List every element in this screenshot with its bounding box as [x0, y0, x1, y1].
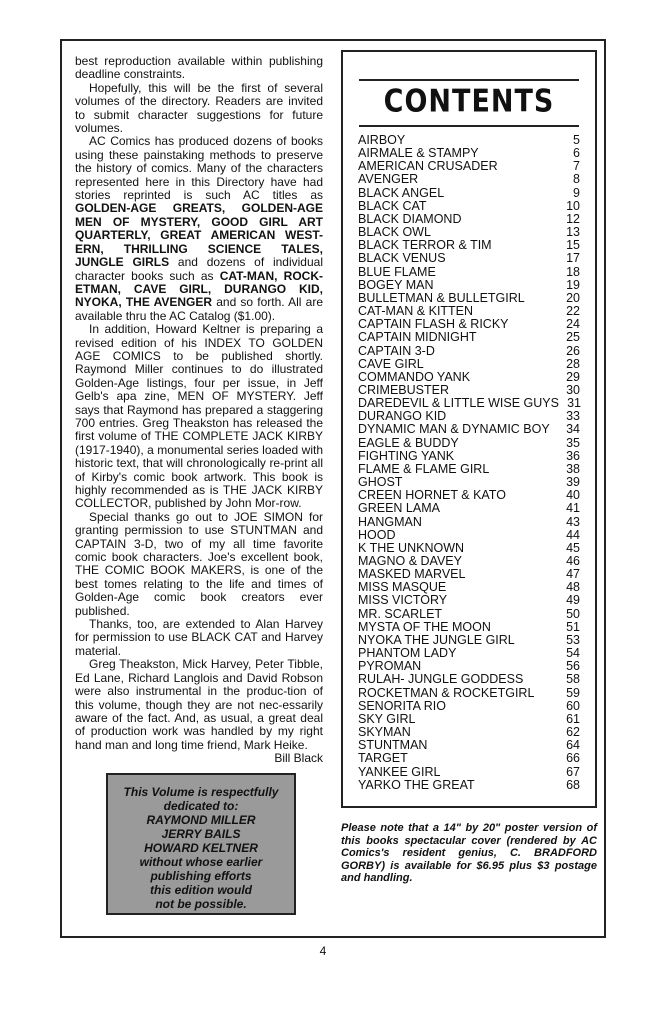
contents-entry-name: MISS VICTORY [358, 593, 448, 608]
contents-entry-page: 60 [566, 698, 580, 713]
contents-entry-page: 62 [566, 725, 580, 740]
contents-entry-name: BLACK CAT [358, 198, 427, 213]
contents-entry-page: 19 [566, 277, 580, 292]
contents-entry-page: 28 [566, 356, 580, 371]
contents-entry-name: FIGHTING YANK [358, 448, 455, 463]
contents-entry-name: ROCKETMAN & ROCKETGIRL [358, 685, 535, 700]
contents-entry-page: 6 [573, 146, 580, 161]
contents-entry-name: AIRBOY [358, 133, 406, 147]
contents-entry-name: CAPTAIN 3-D [358, 343, 435, 358]
contents-entry-page: 35 [566, 435, 580, 450]
contents-bottom-rule [359, 125, 579, 127]
contents-entry-page: 59 [566, 685, 580, 700]
contents-entry-name: BOGEY MAN [358, 277, 434, 292]
contents-entry-page: 30 [566, 382, 580, 397]
contents-entry-page: 45 [566, 540, 580, 555]
contents-entry-page: 12 [566, 211, 580, 226]
contents-entry-name: CAPTAIN MIDNIGHT [358, 330, 477, 345]
contents-entry-page: 22 [566, 304, 580, 319]
contents-entry [358, 687, 580, 700]
contents-entry-page: 18 [566, 264, 580, 279]
contents-entry-page: 56 [566, 659, 580, 674]
contents-entry-page: 46 [566, 554, 580, 568]
contents-entry [358, 371, 580, 384]
contents-entry-page: 67 [566, 764, 580, 779]
contents-entry-name: TARGET [358, 751, 408, 766]
contents-entry [358, 779, 580, 792]
contents-entry [358, 252, 580, 265]
dedication-line: dedicated to: [163, 799, 239, 813]
poster-note: Please note that a 14" by 20" poster version of this books spectacular cover (rendered by AC Comics's resident genius, C. BRADFORD GORBY) is available for $6.95 plus $3 postage and handling. [341, 822, 597, 884]
dedication-line: this edition would [150, 883, 252, 897]
contents-entry [358, 279, 580, 292]
contents-entry-name: AVENGER [358, 172, 419, 187]
contents-entry-page: 49 [566, 593, 580, 608]
contents-entry [358, 266, 580, 279]
contents-entry-name: DURANGO KID [358, 409, 447, 424]
contents-entry-name: CAVE GIRL [358, 356, 424, 371]
contents-entry-name: K THE UNKNOWN [358, 540, 465, 555]
contents-entry-name: MAGNO & DAVEY [358, 554, 462, 568]
contents-entry-page: 40 [566, 488, 580, 503]
contents-entry-page: 5 [573, 133, 580, 147]
contents-entry-page: 38 [566, 461, 580, 476]
contents-top-rule [359, 79, 579, 81]
contents-entry-name: PHANTOM LADY [358, 646, 457, 661]
contents-entry-page: 61 [566, 711, 580, 726]
intro-paragraph: In addition, Howard Keltner is preparing a revised edition of his INDEX TO GOLDEN AGE COMICS to be published shortly. Raymond Miller continues to do illustrated Golden-Age listings, four per issue, in Jeff Gelb's apa zine, MEN OF MYSTERY. Jeff says that Raymond has prepared a staggering 700 entries. Greg Theakston has released the first volume of THE COMPLETE JACK KIRBY (1917-1940), a monumental series loaded with historic text, that will chronologically re-print all of Kirby's comic book artwork. This book is highly recommended as is THE JACK KIRBY COLLECTOR, published by John Mor-row. [75, 322, 323, 511]
contents-entry [358, 673, 580, 686]
contents-entry [358, 594, 580, 607]
contents-entry-page: 68 [566, 777, 580, 792]
contents-entry-page: 20 [566, 290, 580, 305]
contents-entry-name: HOOD [358, 527, 396, 542]
contents-title: CONTENTS [383, 84, 555, 120]
contents-entry [358, 437, 580, 450]
contents-entry-name: FLAME & FLAME GIRL [358, 461, 490, 476]
contents-entry-page: 8 [573, 172, 580, 187]
contents-entry-name: HANGMAN [358, 514, 422, 529]
contents-entry-name: YARKO THE GREAT [358, 777, 475, 792]
contents-entry-page: 33 [566, 409, 580, 424]
contents-entry-name: RULAH- JUNGLE GODDESS [358, 672, 524, 687]
contents-entry [358, 529, 580, 542]
contents-entry-name: BLACK TERROR & TIM [358, 238, 492, 253]
contents-entry-name: CRIMEBUSTER [358, 382, 449, 397]
contents-list [358, 134, 580, 792]
contents-entry-name: GREEN LAMA [358, 501, 440, 516]
intro-paragraph: best reproduction available within publishing deadline constraints. [75, 54, 323, 82]
intro-text-run: and so forth. All are available thru the AC Catalog ($1.00). [75, 295, 323, 323]
contents-entry-page: 36 [566, 448, 580, 463]
contents-entry-page: 39 [566, 475, 580, 490]
contents-entry-page: 25 [566, 330, 580, 345]
contents-entry [358, 450, 580, 463]
contents-entry-page: 17 [566, 251, 580, 266]
contents-entry-page: 44 [566, 527, 580, 542]
contents-entry-page: 9 [573, 185, 580, 200]
contents-entry-name: AIRMALE & STAMPY [358, 146, 479, 161]
contents-entry-name: CAT-MAN & KITTEN [358, 304, 474, 319]
contents-entry-page: 53 [566, 632, 580, 647]
contents-entry-page: 24 [566, 317, 580, 332]
contents-entry [358, 766, 580, 779]
contents-entry-name: BLACK VENUS [358, 251, 446, 266]
contents-entry-name: CAPTAIN FLASH & RICKY [358, 317, 509, 332]
page-number: 4 [319, 944, 327, 958]
contents-entry-page: 26 [566, 343, 580, 358]
dedication-line: not be possible. [155, 897, 247, 911]
contents-entry [358, 187, 580, 200]
contents-entry-name: COMMANDO YANK [358, 369, 471, 384]
contents-entry-name: SKYMAN [358, 725, 411, 740]
intro-paragraph: Greg Theakston, Mick Harvey, Peter Tibble, Ed Lane, Richard Langlois and David Robson were also instrumental in the produc-tion of this volume, though they are not nec-essarily aware of the fact. And, as usual, a great deal of production work was handled by my right hand man and long time friend, Mark Heike. [75, 657, 323, 752]
contents-entry-name: NYOKA THE JUNGLE GIRL [358, 632, 515, 647]
contents-entry-name: MISS MASQUE [358, 580, 447, 595]
contents-entry-name: AMERICAN CRUSADER [358, 159, 498, 174]
contents-entry [358, 345, 580, 358]
contents-entry-name: MYSTA OF THE MOON [358, 619, 491, 634]
contents-entry-page: 43 [566, 514, 580, 529]
contents-entry-name: BLACK ANGEL [358, 185, 445, 200]
contents-entry-page: 47 [566, 567, 580, 582]
contents-entry-name: DYNAMIC MAN & DYNAMIC BOY [358, 422, 550, 437]
intro-paragraph: Hopefully, this will be the first of several volumes of the directory. Readers are invited to submit character suggestions for future volumes. [75, 80, 323, 136]
intro-text-run: and dozens of individual character books such as [75, 255, 323, 283]
intro-paragraph: Thanks, too, are extended to Alan Harvey for permission to use BLACK CAT and Harvey material. [75, 617, 323, 658]
contents-entry-page: 15 [566, 238, 580, 253]
contents-entry-name: BLACK OWL [358, 225, 431, 240]
dedication-line: RAYMOND MILLER [146, 813, 256, 827]
dedication-box [106, 773, 296, 915]
contents-entry-name: PYROMAN [358, 659, 422, 674]
contents-entry-name: SKY GIRL [358, 711, 416, 726]
contents-entry [358, 173, 580, 186]
contents-entry-page: 64 [566, 738, 580, 753]
contents-entry-name: GHOST [358, 475, 403, 490]
dedication-line: without whose earlier [139, 855, 263, 869]
contents-entry-page: 66 [566, 751, 580, 766]
contents-entry-page: 50 [566, 606, 580, 621]
contents-entry-page: 10 [566, 198, 580, 213]
contents-entry-name: EAGLE & BUDDY [358, 435, 459, 450]
contents-entry [358, 752, 580, 765]
intro-text-run: AC Comics has produced dozens of books using these painstaking methods to preserve the history of comics. Many of the characters represented here in this Directory have had stories reprinted is such AC titles as [75, 134, 323, 203]
contents-entry [358, 423, 580, 436]
contents-entry-name: DAREDEVIL & LITTLE WISE GUYS [358, 396, 559, 411]
contents-entry-page: 48 [566, 580, 580, 595]
dedication-line: JERRY BAILS [161, 827, 241, 841]
contents-entry [358, 358, 580, 371]
dedication-line: publishing efforts [150, 869, 252, 883]
contents-entry-page: 34 [566, 422, 580, 437]
contents-entry [358, 621, 580, 634]
intro-bold-titles: CAT-MAN, ROCK-ETMAN, CAVE GIRL, DURANGO KID, NYOKA, THE AVENGER [75, 268, 323, 310]
intro-text [75, 55, 323, 766]
contents-entry-name: CREEN HORNET & KATO [358, 488, 506, 503]
contents-entry-page: 54 [566, 646, 580, 661]
contents-entry-name: BLACK DIAMOND [358, 211, 462, 226]
contents-entry [358, 608, 580, 621]
dedication-line: HOWARD KELTNER [144, 841, 258, 855]
dedication-line: This Volume is respectfully [123, 785, 279, 799]
contents-entry [358, 502, 580, 515]
contents-entry-name: MR. SCARLET [358, 606, 443, 621]
contents-entry [358, 700, 580, 713]
contents-entry-page: 7 [573, 159, 580, 174]
contents-entry [358, 516, 580, 529]
contents-entry-page: 13 [566, 225, 580, 240]
contents-entry-page: 58 [566, 672, 580, 687]
contents-entry-name: SENORITA RIO [358, 698, 446, 713]
intro-bold-titles: GOLDEN-AGE GREATS, GOLDEN-AGE MEN OF MYSTERY, GOOD GIRL ART QUARTERLY, GREAT AMERICAN WEST-ERN, THRILLING SCIENCE TALES, JUNGLE GIRLS [75, 201, 323, 270]
contents-entry-page: 51 [566, 619, 580, 634]
contents-entry-name: STUNTMAN [358, 738, 428, 753]
contents-entry-name: YANKEE GIRL [358, 764, 441, 779]
intro-paragraph: Special thanks go out to JOE SIMON for granting permission to use STUNTMAN and CAPTAIN 3-D, two of my all time favorite comic book characters. Joe's excellent book, THE COMIC BOOK MAKERS, is one of the best tomes relating to the life and times of Golden-Age comic book creators ever published. [75, 509, 323, 618]
contents-entry-page: 41 [566, 501, 580, 516]
contents-entry-name: BULLETMAN & BULLETGIRL [358, 290, 525, 305]
contents-entry [358, 331, 580, 344]
contents-box [341, 50, 597, 808]
intro-paragraph [75, 135, 323, 323]
contents-entry-name: BLUE FLAME [358, 264, 436, 279]
signature: Bill Black [274, 751, 323, 766]
contents-entry-page: 29 [566, 369, 580, 384]
contents-entry-name: MASKED MARVEL [358, 567, 466, 582]
contents-entry [358, 200, 580, 213]
contents-entry-page: 31 [567, 396, 581, 411]
